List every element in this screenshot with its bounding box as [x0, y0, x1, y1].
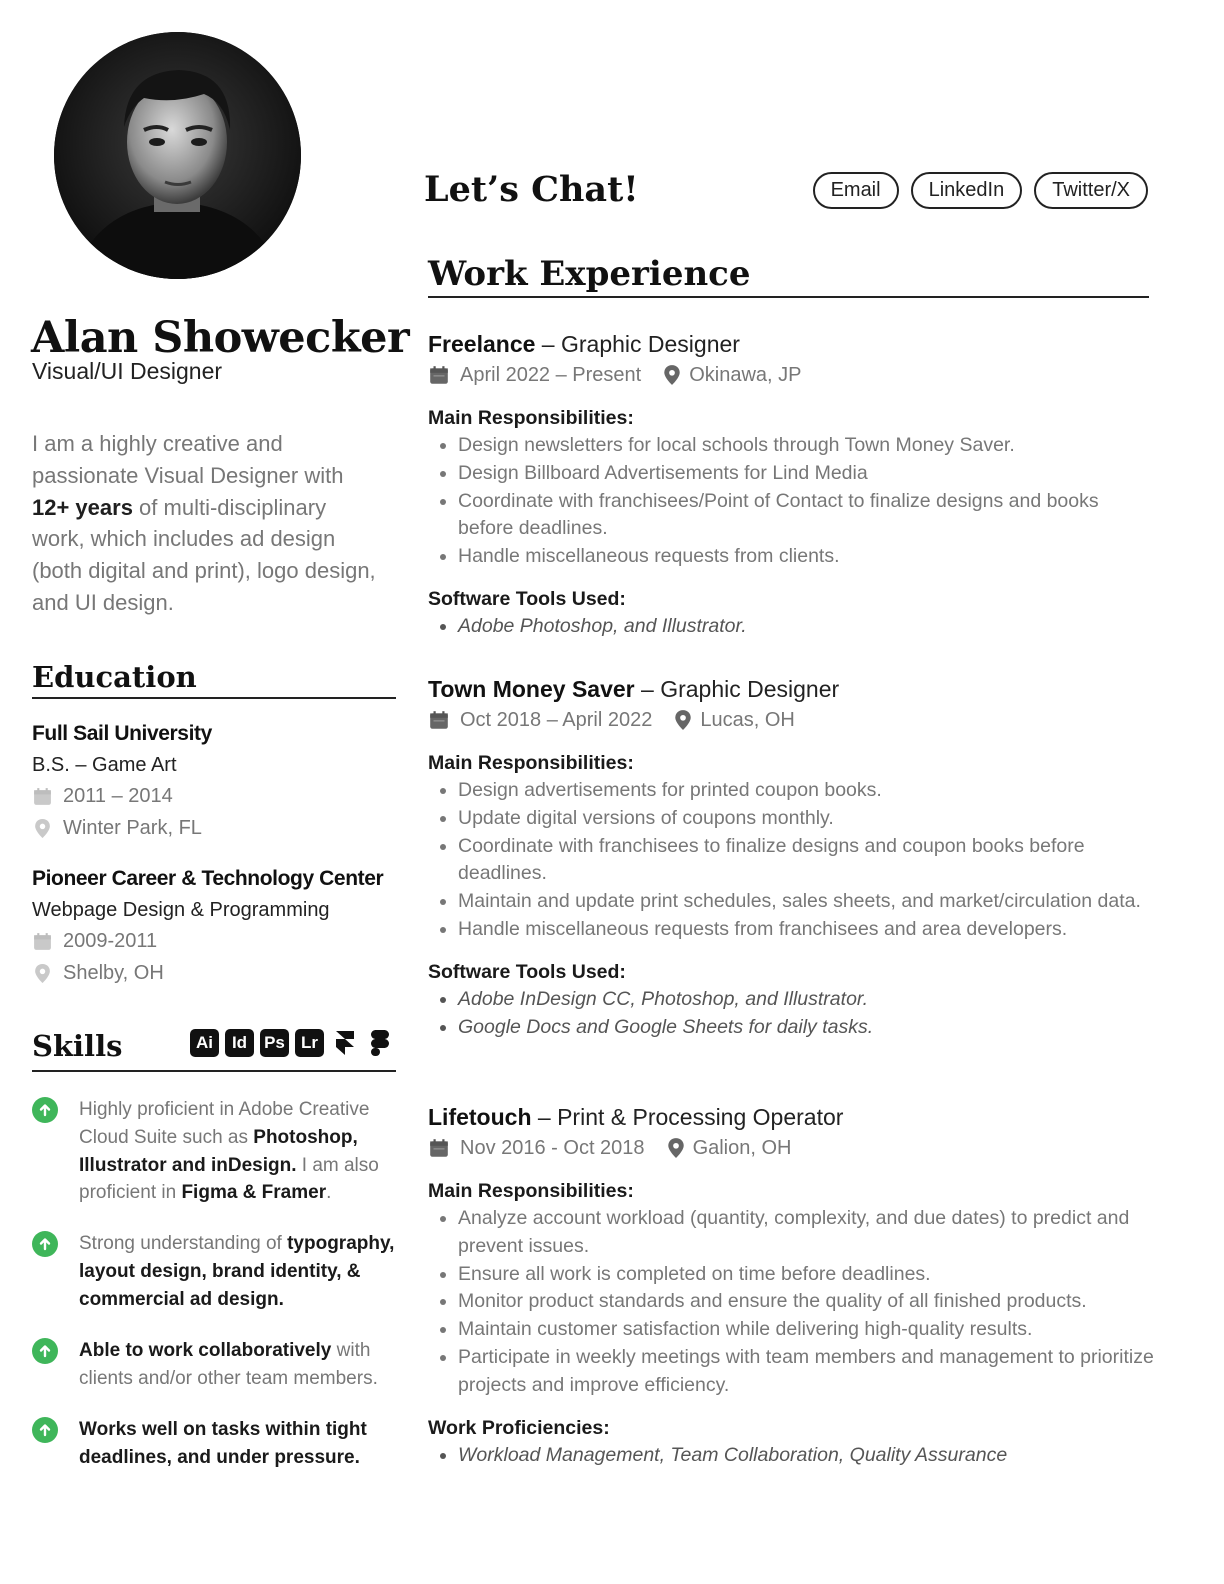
- calendar-icon: [32, 786, 53, 807]
- tools-label: Software Tools Used:: [428, 960, 626, 983]
- job-title: Lifetouch – Print & Processing Operator: [428, 1104, 844, 1130]
- responsibilities-list: [428, 777, 1158, 944]
- degree: Webpage Design & Programming: [32, 899, 330, 921]
- tools-list: [428, 986, 1158, 1042]
- lightroom-icon: Lr: [295, 1029, 324, 1057]
- proficiencies-list: [428, 1442, 1158, 1470]
- list-item: • Maintain and update print schedules, sales sheets, and market/circulation data.: [458, 888, 1158, 916]
- job-meta: [428, 705, 1158, 735]
- skill-text: Able to work collaboratively with clients and/or other team members.: [79, 1340, 378, 1389]
- job-location: Galion, OH: [692, 1137, 792, 1159]
- tools-list: [428, 613, 1158, 641]
- education-section-header: [32, 659, 396, 699]
- education-location: Shelby, OH: [32, 959, 412, 988]
- arrow-up-circle-icon: [32, 1097, 58, 1123]
- education-entry: [32, 720, 412, 843]
- location-pin-icon: [672, 709, 694, 731]
- list-item: • Participate in weekly meetings with team members and management to prioritize projects and improve efficiency.: [458, 1344, 1158, 1400]
- list-item: • Adobe InDesign CC, Photoshop, and Illustrator.: [458, 986, 1158, 1014]
- twitter-link[interactable]: Twitter/X: [1034, 172, 1148, 209]
- location-pin-icon: [32, 963, 53, 984]
- education-dates: 2009-2011: [32, 927, 412, 956]
- list-item: • Update digital versions of coupons monthly.: [458, 805, 1158, 833]
- figma-icon: [365, 1029, 394, 1057]
- education-heading: Education: [32, 660, 197, 694]
- contact-heading: Let’s Chat!: [424, 169, 639, 210]
- job-location: Okinawa, JP: [689, 364, 802, 386]
- list-item: • Handle miscellaneous requests from clients.: [458, 543, 1158, 571]
- skills-heading: Skills: [32, 1029, 123, 1063]
- job-dates: Oct 2018 – April 2022: [460, 709, 653, 731]
- list-item: • Maintain customer satisfaction while delivering high-quality results.: [458, 1316, 1158, 1344]
- arrow-up-circle-icon: [32, 1417, 58, 1443]
- list-item: • Design newsletters for local schools through Town Money Saver.: [458, 432, 1158, 460]
- job-dates: Nov 2016 - Oct 2018: [460, 1137, 645, 1159]
- work-heading: Work Experience: [428, 254, 751, 294]
- education-entry: [32, 865, 412, 988]
- list-item: • Coordinate with franchisees/Point of Contact to finalize designs and books before deadlines.: [458, 488, 1158, 544]
- tools-label: Software Tools Used:: [428, 587, 626, 610]
- framer-icon: [330, 1029, 359, 1057]
- responsibilities-list: [428, 432, 1158, 571]
- job-entry: [428, 1102, 1158, 1469]
- profile-photo: [54, 32, 301, 279]
- job-location: Lucas, OH: [700, 709, 795, 731]
- arrow-up-circle-icon: [32, 1338, 58, 1364]
- list-item: • Analyze account workload (quantity, complexity, and due dates) to predict and prevent issues.: [458, 1205, 1158, 1261]
- contact-links: [813, 172, 1148, 209]
- skill-item: [32, 1230, 412, 1313]
- location-pin-icon: [665, 1137, 687, 1159]
- calendar-icon: [428, 709, 450, 731]
- responsibilities-list: [428, 1205, 1158, 1400]
- skill-item: [32, 1416, 412, 1472]
- list-item: • Coordinate with franchisees to finalize designs and coupon books before deadlines.: [458, 833, 1158, 889]
- location-pin-icon: [661, 364, 683, 386]
- person-name: Alan Showecker: [31, 313, 410, 363]
- responsibilities-label: Main Responsibilities:: [428, 407, 634, 429]
- person-role: Visual/UI Designer: [32, 358, 223, 384]
- work-section-header: [428, 254, 1149, 298]
- calendar-icon: [428, 364, 450, 386]
- skills-section-header: [32, 1024, 396, 1072]
- job-meta: [428, 360, 1158, 390]
- school-name: Full Sail University: [32, 722, 212, 745]
- responsibilities-label: Main Responsibilities:: [428, 1180, 634, 1202]
- list-item: • Google Docs and Google Sheets for daily tasks.: [458, 1014, 1158, 1042]
- job-entry: [428, 674, 1158, 1041]
- bio-text: I am a highly creative and passionate Visual Designer with 12+ years of multi-disciplinary work, which includes ad design (both digital and print), logo design, and UI design.: [32, 431, 376, 615]
- list-item: • Adobe Photoshop, and Illustrator.: [458, 613, 1158, 641]
- skill-text: Strong understanding of typography, layout design, brand identity, & commercial ad design.: [79, 1233, 395, 1310]
- list-item: • Monitor product standards and ensure the quality of all finished products.: [458, 1288, 1158, 1316]
- job-title: Freelance – Graphic Designer: [428, 331, 740, 357]
- illustrator-icon: Ai: [190, 1029, 219, 1057]
- indesign-icon: Id: [225, 1029, 254, 1057]
- education-dates: 2011 – 2014: [32, 782, 412, 811]
- job-dates: April 2022 – Present: [460, 364, 642, 386]
- degree: B.S. – Game Art: [32, 754, 177, 776]
- list-item: • Handle miscellaneous requests from franchisees and area developers.: [458, 916, 1158, 944]
- location-pin-icon: [32, 818, 53, 839]
- education-location: Winter Park, FL: [32, 814, 412, 843]
- list-item: • Design advertisements for printed coupon books.: [458, 777, 1158, 805]
- skill-item: [32, 1337, 412, 1393]
- photoshop-icon: Ps: [260, 1029, 289, 1057]
- email-link[interactable]: Email: [813, 172, 899, 209]
- skill-text: Highly proficient in Adobe Creative Cloud Suite such as Photoshop, Illustrator and inDesign. I am also proficient in Figma & Framer.: [79, 1099, 379, 1204]
- responsibilities-label: Main Responsibilities:: [428, 752, 634, 774]
- job-title: Town Money Saver – Graphic Designer: [428, 676, 840, 702]
- list-item: • Ensure all work is completed on time before deadlines.: [458, 1261, 1158, 1289]
- job-entry: [428, 329, 1158, 641]
- list-item: • Workload Management, Team Collaboration, Quality Assurance: [458, 1442, 1158, 1470]
- calendar-icon: [32, 931, 53, 952]
- arrow-up-circle-icon: [32, 1231, 58, 1257]
- software-icons: [190, 1029, 394, 1057]
- school-name: Pioneer Career & Technology Center: [32, 867, 384, 890]
- job-meta: [428, 1133, 1158, 1163]
- calendar-icon: [428, 1137, 450, 1159]
- skill-item: [32, 1096, 412, 1207]
- skill-text: Works well on tasks within tight deadlines, and under pressure.: [79, 1419, 367, 1468]
- proficiencies-label: Work Proficiencies:: [428, 1416, 610, 1439]
- list-item: • Design Billboard Advertisements for Lind Media: [458, 460, 1158, 488]
- linkedin-link[interactable]: LinkedIn: [911, 172, 1023, 209]
